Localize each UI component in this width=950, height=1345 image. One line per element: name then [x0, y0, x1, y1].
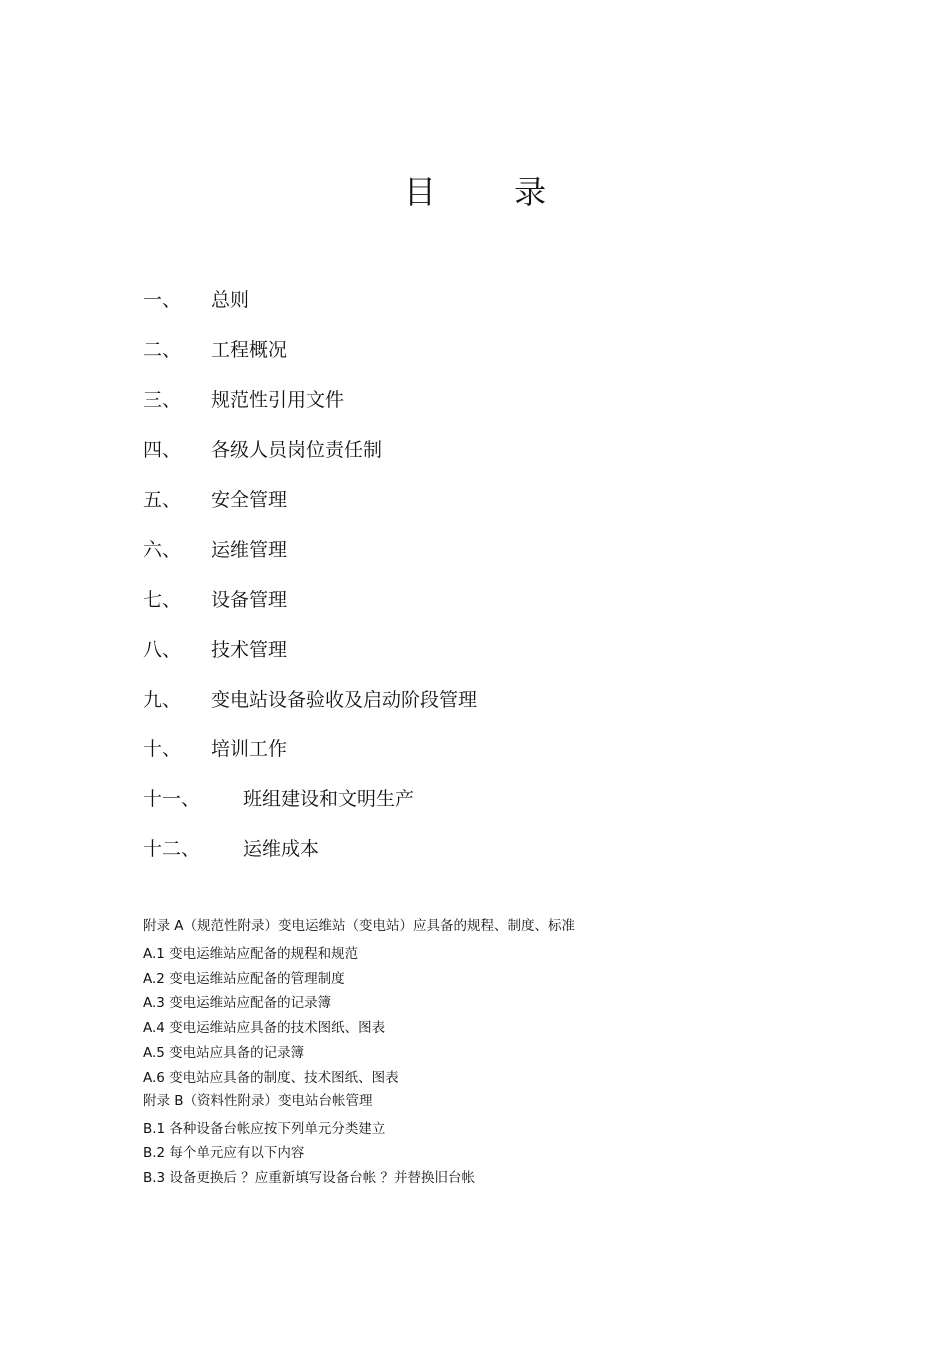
appendix-item[interactable]: A.1 变电运维站应配备的规程和规范: [143, 946, 359, 962]
toc-item[interactable]: [143, 424, 843, 474]
appendix-item[interactable]: A.5 变电站应具备的记录簿: [143, 1045, 305, 1061]
toc-item[interactable]: [143, 274, 843, 324]
toc-item-title: 总则: [211, 289, 250, 312]
toc-item[interactable]: [143, 723, 843, 773]
toc-item-number: 四、: [143, 439, 182, 462]
toc-item-title: 安全管理: [211, 489, 288, 511]
toc-item-number: 一、: [143, 289, 182, 312]
toc-item[interactable]: [143, 623, 843, 673]
toc-item-title: 设备管理: [211, 588, 288, 611]
appendix-item[interactable]: A.3 变电运维站应配备的记录簿: [143, 995, 332, 1011]
toc-item[interactable]: [143, 773, 843, 823]
toc-item-title: 技术管理: [211, 638, 288, 661]
appendix-item[interactable]: B.2 每个单元应有以下内容: [143, 1145, 305, 1161]
toc-item[interactable]: [143, 573, 843, 623]
toc-item[interactable]: [143, 673, 843, 723]
appendix-item[interactable]: A.6 变电站应具备的制度、技术图纸、图表: [143, 1070, 399, 1086]
toc-item-title: 变电站设备验收及启动阶段管理: [211, 688, 478, 711]
toc-item[interactable]: [143, 324, 843, 374]
appendix-item[interactable]: A.2 变电运维站应配备的管理制度: [143, 971, 345, 987]
toc-item-number: 八、: [143, 638, 182, 661]
page-title: 目 录: [403, 173, 581, 211]
toc-item-number: 七、: [143, 588, 182, 611]
toc-item-number: 九、: [143, 688, 182, 711]
toc-item-number: 三、: [143, 389, 182, 412]
appendix-heading-a[interactable]: 附录 A（规范性附录）变电运维站（变电站）应具备的规程、制度、标准: [143, 918, 576, 934]
toc-item-number: 二、: [143, 339, 182, 362]
toc-item-title: 各级人员岗位责任制: [211, 439, 383, 462]
toc-item-title: 班组建设和文明生产: [243, 788, 415, 811]
toc-item-title: 工程概况: [211, 339, 288, 362]
toc-item[interactable]: [143, 374, 843, 424]
toc-item-number: 十、: [143, 738, 182, 761]
toc-item-number: 六、: [143, 538, 182, 561]
toc-item-title: 运维成本: [243, 838, 320, 861]
toc-item[interactable]: [143, 474, 843, 524]
toc-item-title: 规范性引用文件: [211, 389, 345, 412]
toc-item[interactable]: [143, 523, 843, 573]
appendix-item[interactable]: A.4 变电运维站应具备的技术图纸、图表: [143, 1020, 386, 1036]
toc-item[interactable]: [143, 823, 843, 873]
toc-item-number: 十一、: [143, 788, 201, 811]
appendix-heading-b[interactable]: 附录 B（资料性附录）变电站台帐管理: [143, 1093, 373, 1109]
toc-item-title: 运维管理: [211, 538, 288, 561]
table-of-contents: [143, 274, 843, 873]
toc-item-title: 培训工作: [211, 738, 288, 761]
appendix-item[interactable]: B.1 各种设备台帐应按下列单元分类建立: [143, 1121, 386, 1137]
toc-item-number: 十二、: [143, 838, 201, 861]
toc-item-number: 五、: [143, 489, 182, 511]
appendix-item[interactable]: B.3 设备更换后 ？应重新填写设备台帐 ？并替换旧台帐: [143, 1170, 476, 1186]
